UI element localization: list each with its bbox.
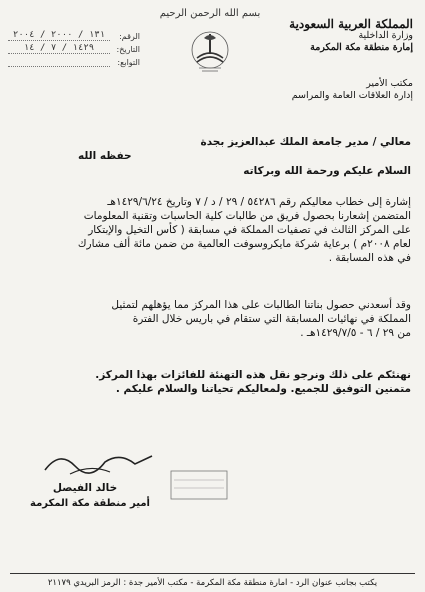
ref-number-value: ١٣١ / ٢٠٠٠ / ٢٠٠٤: [8, 30, 110, 41]
ref-number-row: [8, 28, 140, 41]
ref-attachments-label: التوابع:: [117, 58, 140, 67]
para3-line: نهنئكم على ذلك ونرجو نقل هذه التهنئة للفائزات بهذا المركز.: [95, 369, 411, 381]
ref-number-label: الرقم:: [119, 32, 140, 41]
office-block: [263, 78, 413, 102]
para1-line: إشارة إلى خطاب معاليكم رقم ٥٤٢٨٦ / ٢٩ / د / ٧ وتاريخ ١٤٢٩/٦/٢٤هـ: [107, 196, 411, 208]
addressee: معالي / مدير جامعة الملك عبدالعزيز بجدة: [200, 136, 411, 148]
para3-line: متمنين التوفيق للجميع. ولمعاليكم تحياتنا والسلام عليكم .: [115, 383, 411, 395]
para2-line: من ٢٩ / ٦ - ١٤٢٩/٧/٥هـ .: [300, 327, 411, 339]
signatory-name: خالد الفيصل: [52, 482, 118, 494]
para1-line: في هذه المسابقة .: [328, 252, 411, 264]
greeting: السلام عليكم ورحمة الله وبركاته: [243, 165, 411, 177]
signature-mark: [40, 442, 160, 486]
para1-line: على المركز الثالث في تصفيات المملكة في مسابقة ( كأس التخيل والإبتكار: [88, 224, 411, 236]
ref-date-value: ١٤٢٩ / ٧ / ١٤: [8, 43, 110, 54]
saudi-emblem-icon: [185, 28, 235, 78]
honorific: حفظه الله: [78, 150, 132, 162]
paragraph-2: [16, 298, 411, 340]
ref-date-label: التاريخ:: [116, 45, 140, 54]
ref-attachments-row: [8, 54, 140, 67]
para1-line: المتضمن إشعارنا بحصول فريق من طالبات كلية الحاسبات وتقنية المعلومات: [83, 210, 411, 222]
office-name: مكتب الأمير: [366, 78, 413, 89]
para2-line: وقد أسعدني حصول بناتنا الطالبات على هذا المركز مما يؤهلهم لتمثيل: [111, 299, 411, 311]
ref-date-row: [8, 41, 140, 54]
ref-attachments-value: [8, 66, 110, 67]
registry-stamp: [170, 470, 228, 500]
paragraph-1: [16, 195, 411, 265]
bismillah: بسم الله الرحمن الرحيم: [159, 8, 261, 19]
ministry-name: وزارة الداخلية: [358, 30, 413, 41]
reference-box: [8, 28, 140, 67]
para2-line: المملكة في نهائيات المسابقة التي ستقام في باريس خلال الفترة: [132, 313, 411, 325]
signatory-title: أمير منطقة مكة المكرمة: [30, 498, 150, 509]
footer-address: يكتب بجانب عنوان الرد - امارة منطقة مكة المكرمة - مكتب الأمير جدة : الرمز البريدي ٢١١٧٩: [10, 573, 415, 588]
para1-line: لعام ٢٠٠٨م ) برعاية شركة مايكروسوفت العالمية من ضمن مائة ألف مشارك: [77, 238, 411, 250]
letterhead-issuer: [283, 18, 413, 54]
emirate-name: إمارة منطقة مكة المكرمة: [310, 42, 413, 53]
office-department: إدارة العلاقات العامة والمراسم: [291, 90, 413, 101]
paragraph-3: [16, 368, 411, 396]
kingdom-name: المملكة العربية السعودية: [289, 17, 413, 31]
